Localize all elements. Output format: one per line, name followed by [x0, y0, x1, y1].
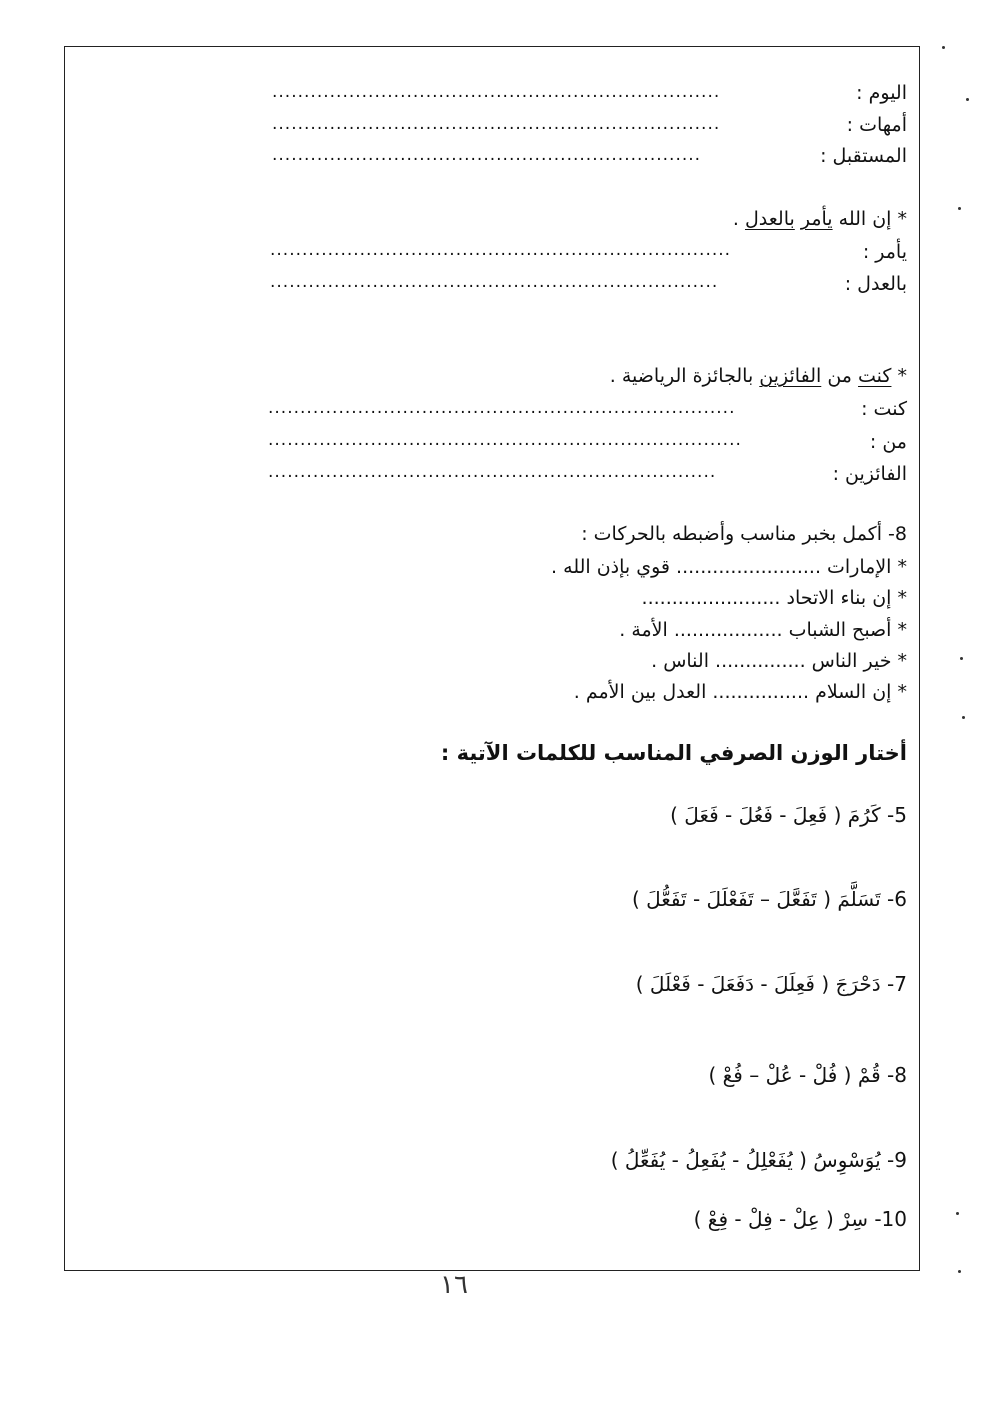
exercise-8-item-2[interactable]: * إن بناء الاتحاد ....................... — [641, 587, 907, 609]
scan-speck — [942, 46, 945, 49]
answer-line-5[interactable]: ...................................................................... — [270, 272, 719, 292]
morph-section-title: أختار الوزن الصرفي المناسب للكلمات الآتية : — [440, 741, 907, 765]
underlined-word-bil-adl: بالعدل — [744, 208, 795, 230]
answer-line-7[interactable]: .......................................................................... — [268, 430, 742, 450]
answer-line-6[interactable]: ......................................................................... — [268, 398, 736, 418]
underlined-word-kuntu: كنت — [858, 365, 892, 387]
word-label-3: المستقبل : — [820, 145, 907, 167]
underlined-word-faizin: الفائزين — [759, 365, 822, 387]
sentence-2 — [610, 364, 907, 388]
answer-line-2[interactable]: ...................................................................... — [272, 114, 721, 134]
answer-line-3[interactable]: ................................................................... — [272, 145, 702, 165]
scan-speck — [958, 207, 961, 210]
morph-item-5[interactable]: 5- كَرُمَ ( فَعِلَ - فَعُلَ - فَعَلَ ) — [670, 803, 907, 827]
exercise-8-item-5[interactable]: * إن السلام ................ العدل بين الأمم . — [573, 681, 907, 703]
answer-line-8[interactable]: ...................................................................... — [268, 462, 717, 482]
scan-speck — [960, 657, 963, 660]
scan-speck — [966, 98, 969, 101]
word-label-8: الفائزين : — [832, 463, 907, 485]
exercise-8-title: 8- أكمل بخبر مناسب وأضبطه بالحركات : — [581, 523, 907, 545]
exercise-8-item-1[interactable]: * الإمارات ........................ قوي بإذن الله . — [551, 556, 907, 578]
scan-speck — [962, 716, 965, 719]
star-marker: * — [891, 208, 907, 230]
morph-item-8[interactable]: 8- قُمْ ( فُلْ - عُلْ – فُعْ ) — [708, 1063, 907, 1087]
word-label-5: بالعدل : — [844, 273, 907, 295]
exercise-8-item-4[interactable]: * خير الناس ............... الناس . — [651, 650, 907, 672]
sentence-2-post: بالجائزة الرياضية . — [609, 365, 760, 387]
answer-line-4[interactable]: ........................................................................ — [270, 240, 732, 260]
sentence-2-mid: من — [821, 365, 859, 387]
morph-item-6[interactable]: 6- تَسَلَّمَ ( تَفَعَّلَ – تَفَعْلَلَ - تَفَعُّلَ ) — [631, 887, 907, 911]
sentence-1-pre: إن الله — [832, 208, 892, 230]
star-marker: * — [891, 365, 907, 387]
underlined-word-yamur: يأمر — [800, 208, 833, 230]
scan-speck — [956, 1212, 959, 1215]
page-number: ١٦ — [440, 1270, 468, 1300]
word-label-7: من : — [869, 431, 907, 453]
exercise-8-item-3[interactable]: * أصبح الشباب .................. الأمة . — [619, 619, 907, 641]
scan-speck — [958, 1270, 961, 1273]
word-label-1: اليوم : — [856, 82, 907, 104]
morph-item-7[interactable]: 7- دَحْرَجَ ( فَعِلَلَ - دَفَعَلَ - فَعْلَلَ ) — [635, 972, 907, 996]
sentence-1-post: . — [732, 208, 745, 230]
word-label-4: يأمر : — [862, 241, 907, 263]
morph-item-10[interactable]: 10- سِرْ ( عِلْ - فِلْ - فِعْ ) — [693, 1207, 907, 1231]
morph-item-9[interactable]: 9- يُوَسْوِسُ ( يُفَعْلِلُ - يُفَعِلُ - يُفَعِّلُ ) — [610, 1148, 907, 1172]
word-label-2: أمهات : — [846, 114, 907, 136]
answer-line-1[interactable]: ...................................................................... — [272, 82, 721, 102]
sentence-1 — [733, 207, 907, 231]
word-label-6: كنت : — [861, 398, 907, 420]
